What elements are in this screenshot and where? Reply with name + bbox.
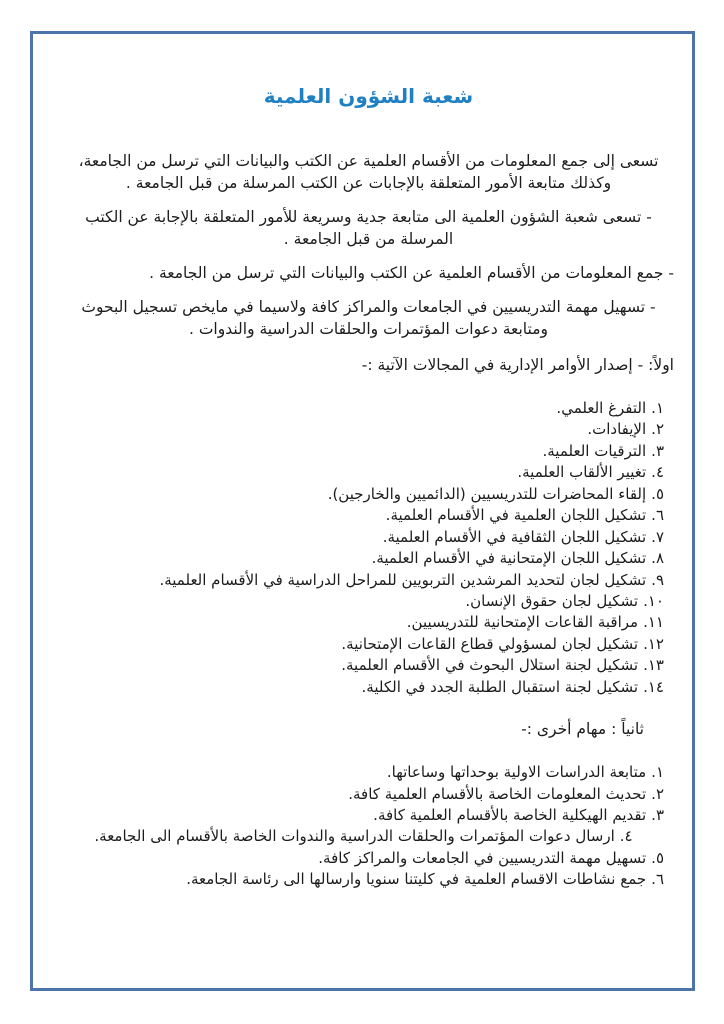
list-item xyxy=(63,869,664,890)
item-text: تشكيل اللجان الثقافية في الأقسام العلمية. xyxy=(382,527,647,546)
item-text: متابعة الدراسات الاولية بوحداتها وساعاتها. xyxy=(386,763,647,782)
section-two-list xyxy=(63,762,674,891)
item-number: ٣. xyxy=(651,441,664,460)
list-item xyxy=(63,570,664,591)
list-item xyxy=(63,826,664,847)
item-number: ١. xyxy=(651,763,664,782)
item-text: التفرغ العلمي. xyxy=(556,399,647,417)
list-item xyxy=(63,548,664,569)
item-number: ٢. xyxy=(651,784,664,803)
bullet-paragraph-1: - تسعى شعبة الشؤون العلمية الى متابعة جدية وسريعة للأمور المتعلقة بالإجابة عن الكتب المرسلة من قبل الجامعة . xyxy=(85,208,652,248)
item-text: جمع نشاطات الاقسام العلمية في كليتنا سنويا وارسالها الى رئاسة الجامعة. xyxy=(186,870,647,889)
bullet-paragraph-3: - تسهيل مهمة التدريسيين في الجامعات والمراكز كافة ولاسيما في مايخص تسجيل البحوث ومتابعة دعوات المؤتمرات والحلقات الدراسية والندوات . xyxy=(81,298,656,338)
list-item xyxy=(63,634,664,655)
item-number: ٣. xyxy=(651,806,664,824)
list-item xyxy=(63,762,664,783)
bullet-paragraph-2: - جمع المعلومات من الأقسام العلمية عن الكتب والبيانات التي ترسل من الجامعة . xyxy=(149,264,674,282)
list-item xyxy=(63,484,664,505)
page-border-frame xyxy=(30,31,695,991)
list-item xyxy=(63,462,664,483)
item-number: ١٤. xyxy=(643,677,664,696)
item-text: تحديث المعلومات الخاصة بالأقسام العلمية كافة. xyxy=(348,784,647,803)
item-text: تشكيل لجنة استقبال الطلبة الجدد في الكلية. xyxy=(361,677,639,696)
list-item xyxy=(63,398,664,419)
item-text: مراقبة القاعات الإمتحانية للتدريسيين. xyxy=(406,613,639,632)
list-item xyxy=(63,848,664,869)
list-item xyxy=(63,591,664,612)
item-text: تشكيل لجان لتحديد المرشدين التربويين للمراحل الدراسية في الأقسام العلمية. xyxy=(159,570,647,589)
item-number: ٢. xyxy=(651,420,664,439)
section-two-heading: ثانياً : مهام أخرى :- xyxy=(521,720,644,739)
item-number: ٨. xyxy=(651,549,664,568)
section-one-heading: اولاً: - إصدار الأوامر الإدارية في المجالات الآتية :- xyxy=(361,356,674,374)
intro-paragraph: تسعى إلى جمع المعلومات من الأقسام العلمية عن الكتب والبيانات التي ترسل من الجامعة، وكذلك متابعة الأمور المتعلقة بالإجابات عن الكتب المرسلة من قبل الجامعة . xyxy=(78,152,659,192)
section-one-list xyxy=(63,398,674,698)
item-number: ١١. xyxy=(643,613,664,632)
list-item xyxy=(63,441,664,462)
item-number: ٧. xyxy=(651,527,664,546)
item-number: ١٠. xyxy=(643,591,664,610)
item-text: تسهيل مهمة التدريسيين في الجامعات والمراكز كافة. xyxy=(318,848,647,867)
item-text: الترقيات العلمية. xyxy=(542,441,647,460)
item-text: تغيير الألقاب العلمية. xyxy=(517,463,647,482)
item-text: تشكيل لجان حقوق الإنسان. xyxy=(465,591,639,610)
list-item xyxy=(63,505,664,526)
item-text: إلقاء المحاضرات للتدريسيين (الدائميين والخارجين). xyxy=(327,484,647,503)
item-text: تشكيل اللجان الإمتحانية في الأقسام العلمية. xyxy=(371,549,647,568)
item-number: ١. xyxy=(651,399,664,417)
item-text: الإيفادات. xyxy=(587,420,647,439)
list-item xyxy=(63,677,664,698)
item-number: ٥. xyxy=(651,848,664,867)
item-number: ٤. xyxy=(619,827,633,846)
list-item xyxy=(63,655,664,676)
item-text: تقديم الهيكلية الخاصة بالأقسام العلمية كافة. xyxy=(373,806,647,824)
list-item xyxy=(63,419,664,440)
item-text: تشكيل لجنة استلال البحوث في الأقسام العلمية. xyxy=(341,656,639,675)
item-number: ١٢. xyxy=(643,634,664,653)
list-item xyxy=(63,805,664,826)
item-text: تشكيل لجان لمسؤولي قطاع القاعات الإمتحانية. xyxy=(341,634,639,653)
item-number: ٩. xyxy=(651,570,664,589)
item-text: ارسال دعوات المؤتمرات والحلقات الدراسية والندوات الخاصة بالأقسام الى الجامعة. xyxy=(94,827,615,846)
page-title: شعبة الشؤون العلمية xyxy=(263,84,474,108)
item-number: ١٣. xyxy=(643,656,664,675)
item-number: ٤. xyxy=(651,463,664,482)
item-text: تشكيل اللجان العلمية في الأقسام العلمية. xyxy=(385,506,647,525)
item-number: ٦. xyxy=(651,506,664,525)
item-number: ٦. xyxy=(651,870,664,889)
list-item xyxy=(63,612,664,633)
item-number: ٥. xyxy=(651,484,664,503)
list-item xyxy=(63,527,664,548)
list-item xyxy=(63,784,664,805)
